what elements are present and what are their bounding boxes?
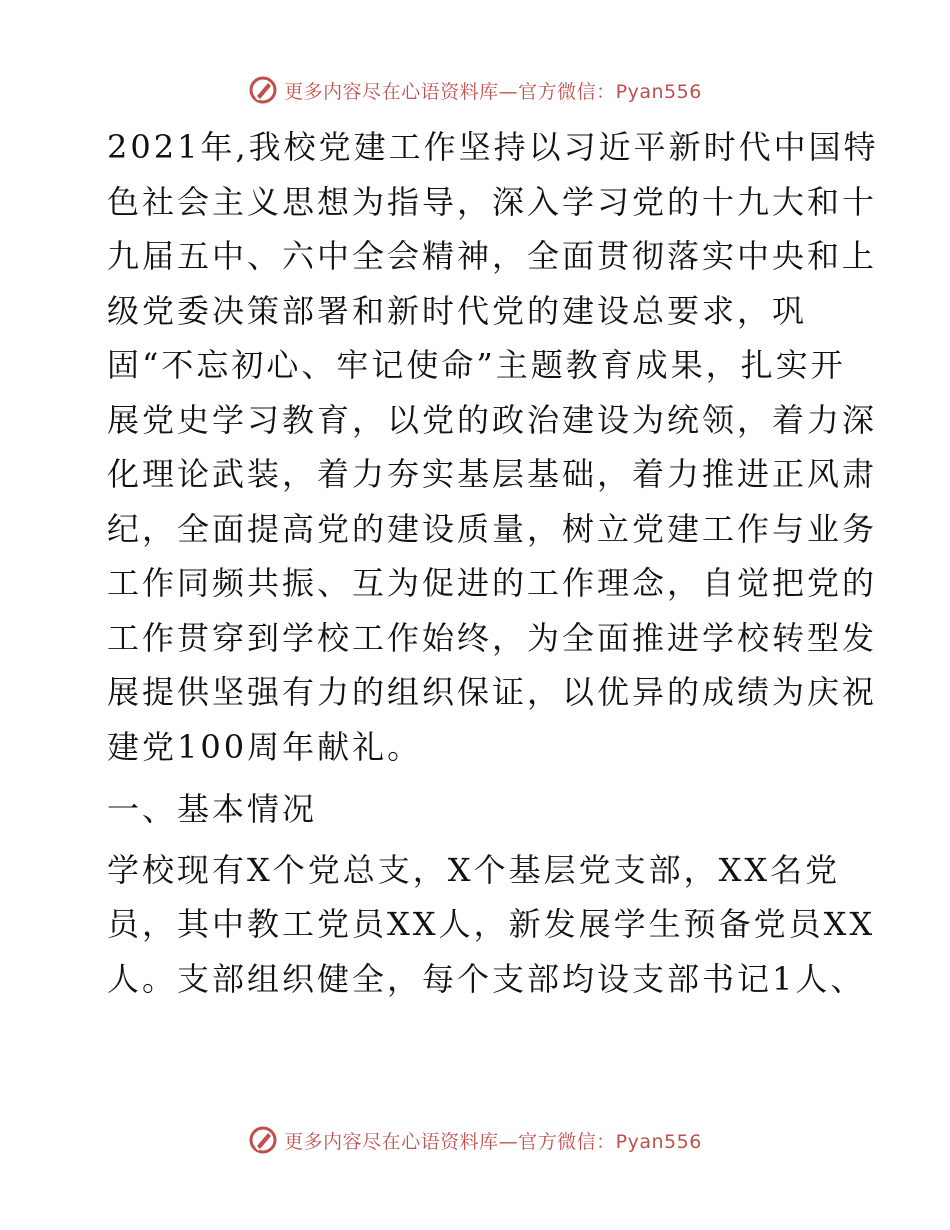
pen-logo-icon [248, 1125, 278, 1155]
text-line: 学校现有X个党总支，X个基层党支部，XX名党 [107, 850, 841, 889]
section-heading: 一、基本情况 [107, 790, 318, 828]
text-line: 建党100周年献礼。 [107, 727, 423, 766]
text-line: 2021年,我校党建工作坚持以习近平新时代中国特 [107, 128, 879, 166]
paragraph-intro [97, 120, 879, 774]
pen-logo-icon [248, 75, 278, 105]
text-line: 人。支部组织健全，每个支部均设支部书记1人、 [107, 959, 866, 998]
text-line: 纪，全面提高党的建设质量，树立党建工作与业务 [107, 509, 878, 548]
text-line: 员，其中教工党员XX人，新发展学生预备党员XX [107, 905, 876, 943]
text-line: 级党委决策部署和新时代党的建设总要求，巩 [107, 291, 808, 330]
footer-watermark [0, 1120, 950, 1160]
text-line: 固“不忘初心、牢记使命”主题教育成果，扎实开 [107, 346, 846, 384]
text-line: 工作贯穿到学校工作始终，为全面推进学校转型发 [107, 618, 878, 657]
watermark-text: 更多内容尽在心语资料库—官方微信：Pyan556 [284, 1130, 702, 1153]
text-line: 展党史学习教育，以党的政治建设为统领，着力深 [107, 400, 878, 439]
text-line: 化理论武装，着力夯实基层基础，着力推进正风肃 [107, 455, 878, 493]
document-body [97, 120, 879, 1006]
watermark-text: 更多内容尽在心语资料库—官方微信：Pyan556 [284, 80, 702, 103]
header-watermark [0, 70, 950, 110]
text-line: 色社会主义思想为指导，深入学习党的十九大和十 [107, 182, 878, 221]
paragraph-basic-info [97, 843, 876, 1007]
text-line: 九届五中、六中全会精神，全面贯彻落实中央和上 [107, 237, 878, 275]
text-line: 工作同频共振、互为促进的工作理念，自觉把党的 [107, 564, 878, 602]
text-line: 展提供坚强有力的组织保证，以优异的成绩为庆祝 [107, 673, 878, 711]
